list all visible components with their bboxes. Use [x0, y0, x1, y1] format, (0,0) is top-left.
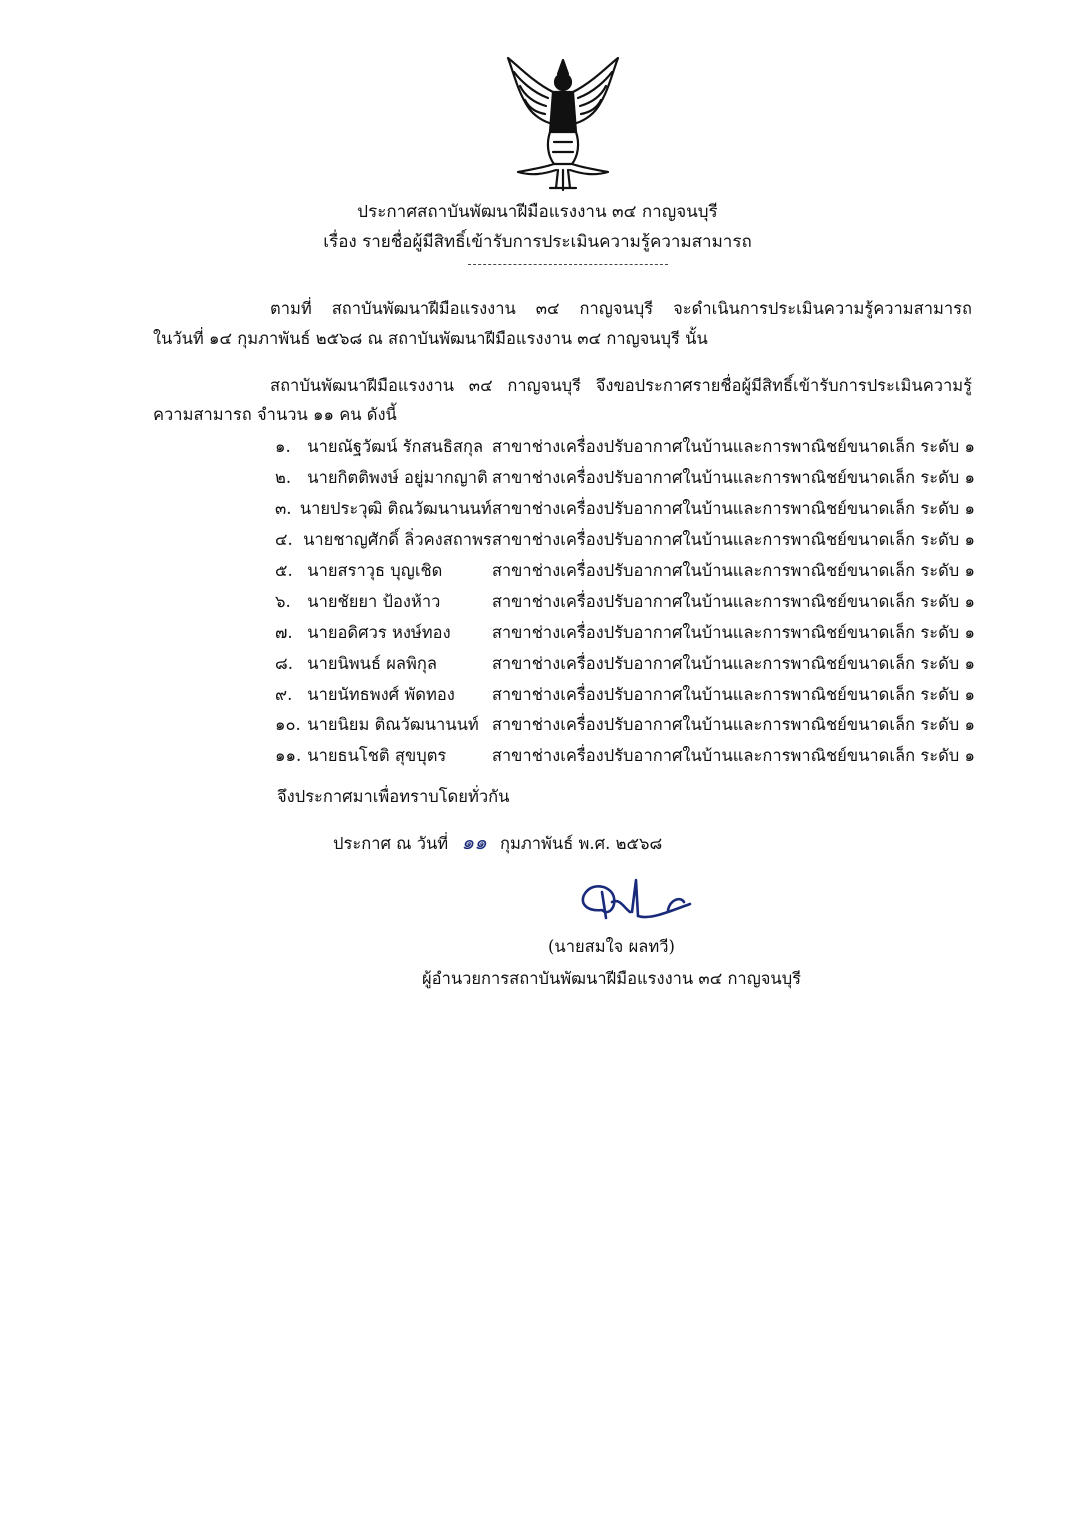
candidate-name: นายชาญศักดิ์ ลิ่วคงสถาพร: [303, 530, 492, 550]
list-item: [275, 741, 975, 772]
list-item: [275, 648, 975, 679]
document-subject: เรื่อง รายชื่อผู้มีสิทธิ์เข้ารับการประเมินความรู้ความสามารถ: [323, 232, 752, 252]
closing-statement: จึงประกาศมาเพื่อทราบโดยทั่วกัน: [277, 787, 510, 806]
candidate-branch: สาขาช่างเครื่องปรับอากาศในบ้านและการพาณิชย์ขนาดเล็ก ระดับ ๑: [491, 437, 975, 457]
candidate-branch: สาขาช่างเครื่องปรับอากาศในบ้านและการพาณิชย์ขนาดเล็ก ระดับ ๑: [491, 715, 975, 735]
document-title: ประกาศสถาบันพัฒนาฝีมือแรงงาน ๓๔ กาญจนบุรี: [357, 202, 718, 222]
candidate-name: นายนัทธพงศ์ พัดทอง: [307, 684, 455, 704]
item-index: ๑๑.: [275, 746, 302, 766]
announce-prefix: ประกาศ ณ วันที่: [333, 834, 449, 853]
candidate-name: นายอดิศวร หงษ์ทอง: [307, 622, 451, 642]
handwritten-signature: [572, 872, 698, 932]
item-index: ๙.: [275, 684, 293, 704]
garuda-emblem-icon: [498, 52, 628, 192]
item-index: ๑๐.: [275, 715, 301, 735]
candidate-branch: สาขาช่างเครื่องปรับอากาศในบ้านและการพาณิชย์ขนาดเล็ก ระดับ ๑: [491, 653, 975, 673]
paragraph-2-line-2: ความสามารถ จำนวน ๑๑ คน ดังนี้: [153, 405, 397, 424]
candidate-branch: สาขาช่างเครื่องปรับอากาศในบ้านและการพาณิชย์ขนาดเล็ก ระดับ ๑: [491, 468, 975, 488]
candidate-name: นายนิพนธ์ ผลพิกุล: [307, 653, 438, 673]
candidate-branch: สาขาช่างเครื่องปรับอากาศในบ้านและการพาณิชย์ขนาดเล็ก ระดับ ๑: [491, 622, 975, 642]
candidate-name: นายชัยยา ป้องห้าว: [307, 591, 441, 611]
list-item: [275, 432, 975, 463]
item-index: ๒.: [275, 468, 292, 488]
announce-day: ๑๑: [461, 830, 487, 854]
candidate-list: [275, 432, 975, 772]
candidate-name: นายกิตติพงษ์ อยู่มากญาติ: [307, 468, 488, 488]
item-index: ๗.: [275, 622, 293, 642]
candidate-branch: สาขาช่างเครื่องปรับอากาศในบ้านและการพาณิชย์ขนาดเล็ก ระดับ ๑: [491, 530, 975, 550]
announcement-date: [333, 826, 662, 858]
item-index: ๔.: [275, 530, 293, 550]
list-item: [275, 679, 975, 710]
paragraph-1-line-2: ในวันที่ ๑๔ กุมภาพันธ์ ๒๕๖๘ ณ สถาบันพัฒนาฝีมือแรงงาน ๓๔ กาญจนบุรี นั้น: [153, 329, 708, 348]
candidate-branch: สาขาช่างเครื่องปรับอากาศในบ้านและการพาณิชย์ขนาดเล็ก ระดับ ๑: [491, 561, 975, 580]
item-index: ๖.: [275, 591, 291, 611]
announce-suffix: กุมภาพันธ์ พ.ศ. ๒๕๖๘: [500, 834, 663, 853]
item-index: ๕.: [275, 561, 293, 580]
candidate-name: นายธนโชติ สุขบุตร: [307, 746, 447, 766]
paragraph-2-line-1: สถาบันพัฒนาฝีมือแรงงาน ๓๔ กาญจนบุรี จึงขอประกาศรายชื่อผู้มีสิทธิ์เข้ารับการประเมินความรู้: [270, 376, 972, 395]
candidate-branch: สาขาช่างเครื่องปรับอากาศในบ้านและการพาณิชย์ขนาดเล็ก ระดับ ๑: [491, 499, 975, 519]
list-item: [275, 586, 975, 617]
candidate-branch: สาขาช่างเครื่องปรับอากาศในบ้านและการพาณิชย์ขนาดเล็ก ระดับ ๑: [491, 746, 975, 766]
list-item: [275, 463, 975, 494]
candidate-name: นายณัฐวัฒน์ รักสนธิสกุล: [307, 437, 484, 457]
candidate-branch: สาขาช่างเครื่องปรับอากาศในบ้านและการพาณิชย์ขนาดเล็ก ระดับ ๑: [491, 684, 975, 704]
item-index: ๓.: [275, 499, 292, 519]
list-item: [275, 556, 975, 587]
title-divider: [468, 264, 668, 265]
list-item: [275, 525, 975, 556]
candidate-name: นายสราวุธ บุญเชิด: [307, 561, 443, 580]
item-index: ๘.: [275, 653, 293, 673]
candidate-name: นายประวุฒิ ติณวัฒนานนท์: [299, 499, 492, 519]
candidate-branch: สาขาช่างเครื่องปรับอากาศในบ้านและการพาณิชย์ขนาดเล็ก ระดับ ๑: [491, 591, 975, 611]
list-item: [275, 617, 975, 648]
item-index: ๑.: [275, 437, 291, 457]
signer-position: ผู้อำนวยการสถาบันพัฒนาฝีมือแรงงาน ๓๔ กาญจนบุรี: [422, 969, 802, 988]
list-item: [275, 494, 975, 525]
list-item: [275, 710, 975, 741]
paragraph-1-line-1: ตามที่ สถาบันพัฒนาฝีมือแรงงาน ๓๔ กาญจนบุรี จะดำเนินการประเมินความรู้ความสามารถ: [270, 299, 972, 318]
candidate-name: นายนิยม ติณวัฒนานนท์: [307, 715, 479, 735]
signer-name: (นายสมใจ ผลทวี): [548, 937, 675, 956]
